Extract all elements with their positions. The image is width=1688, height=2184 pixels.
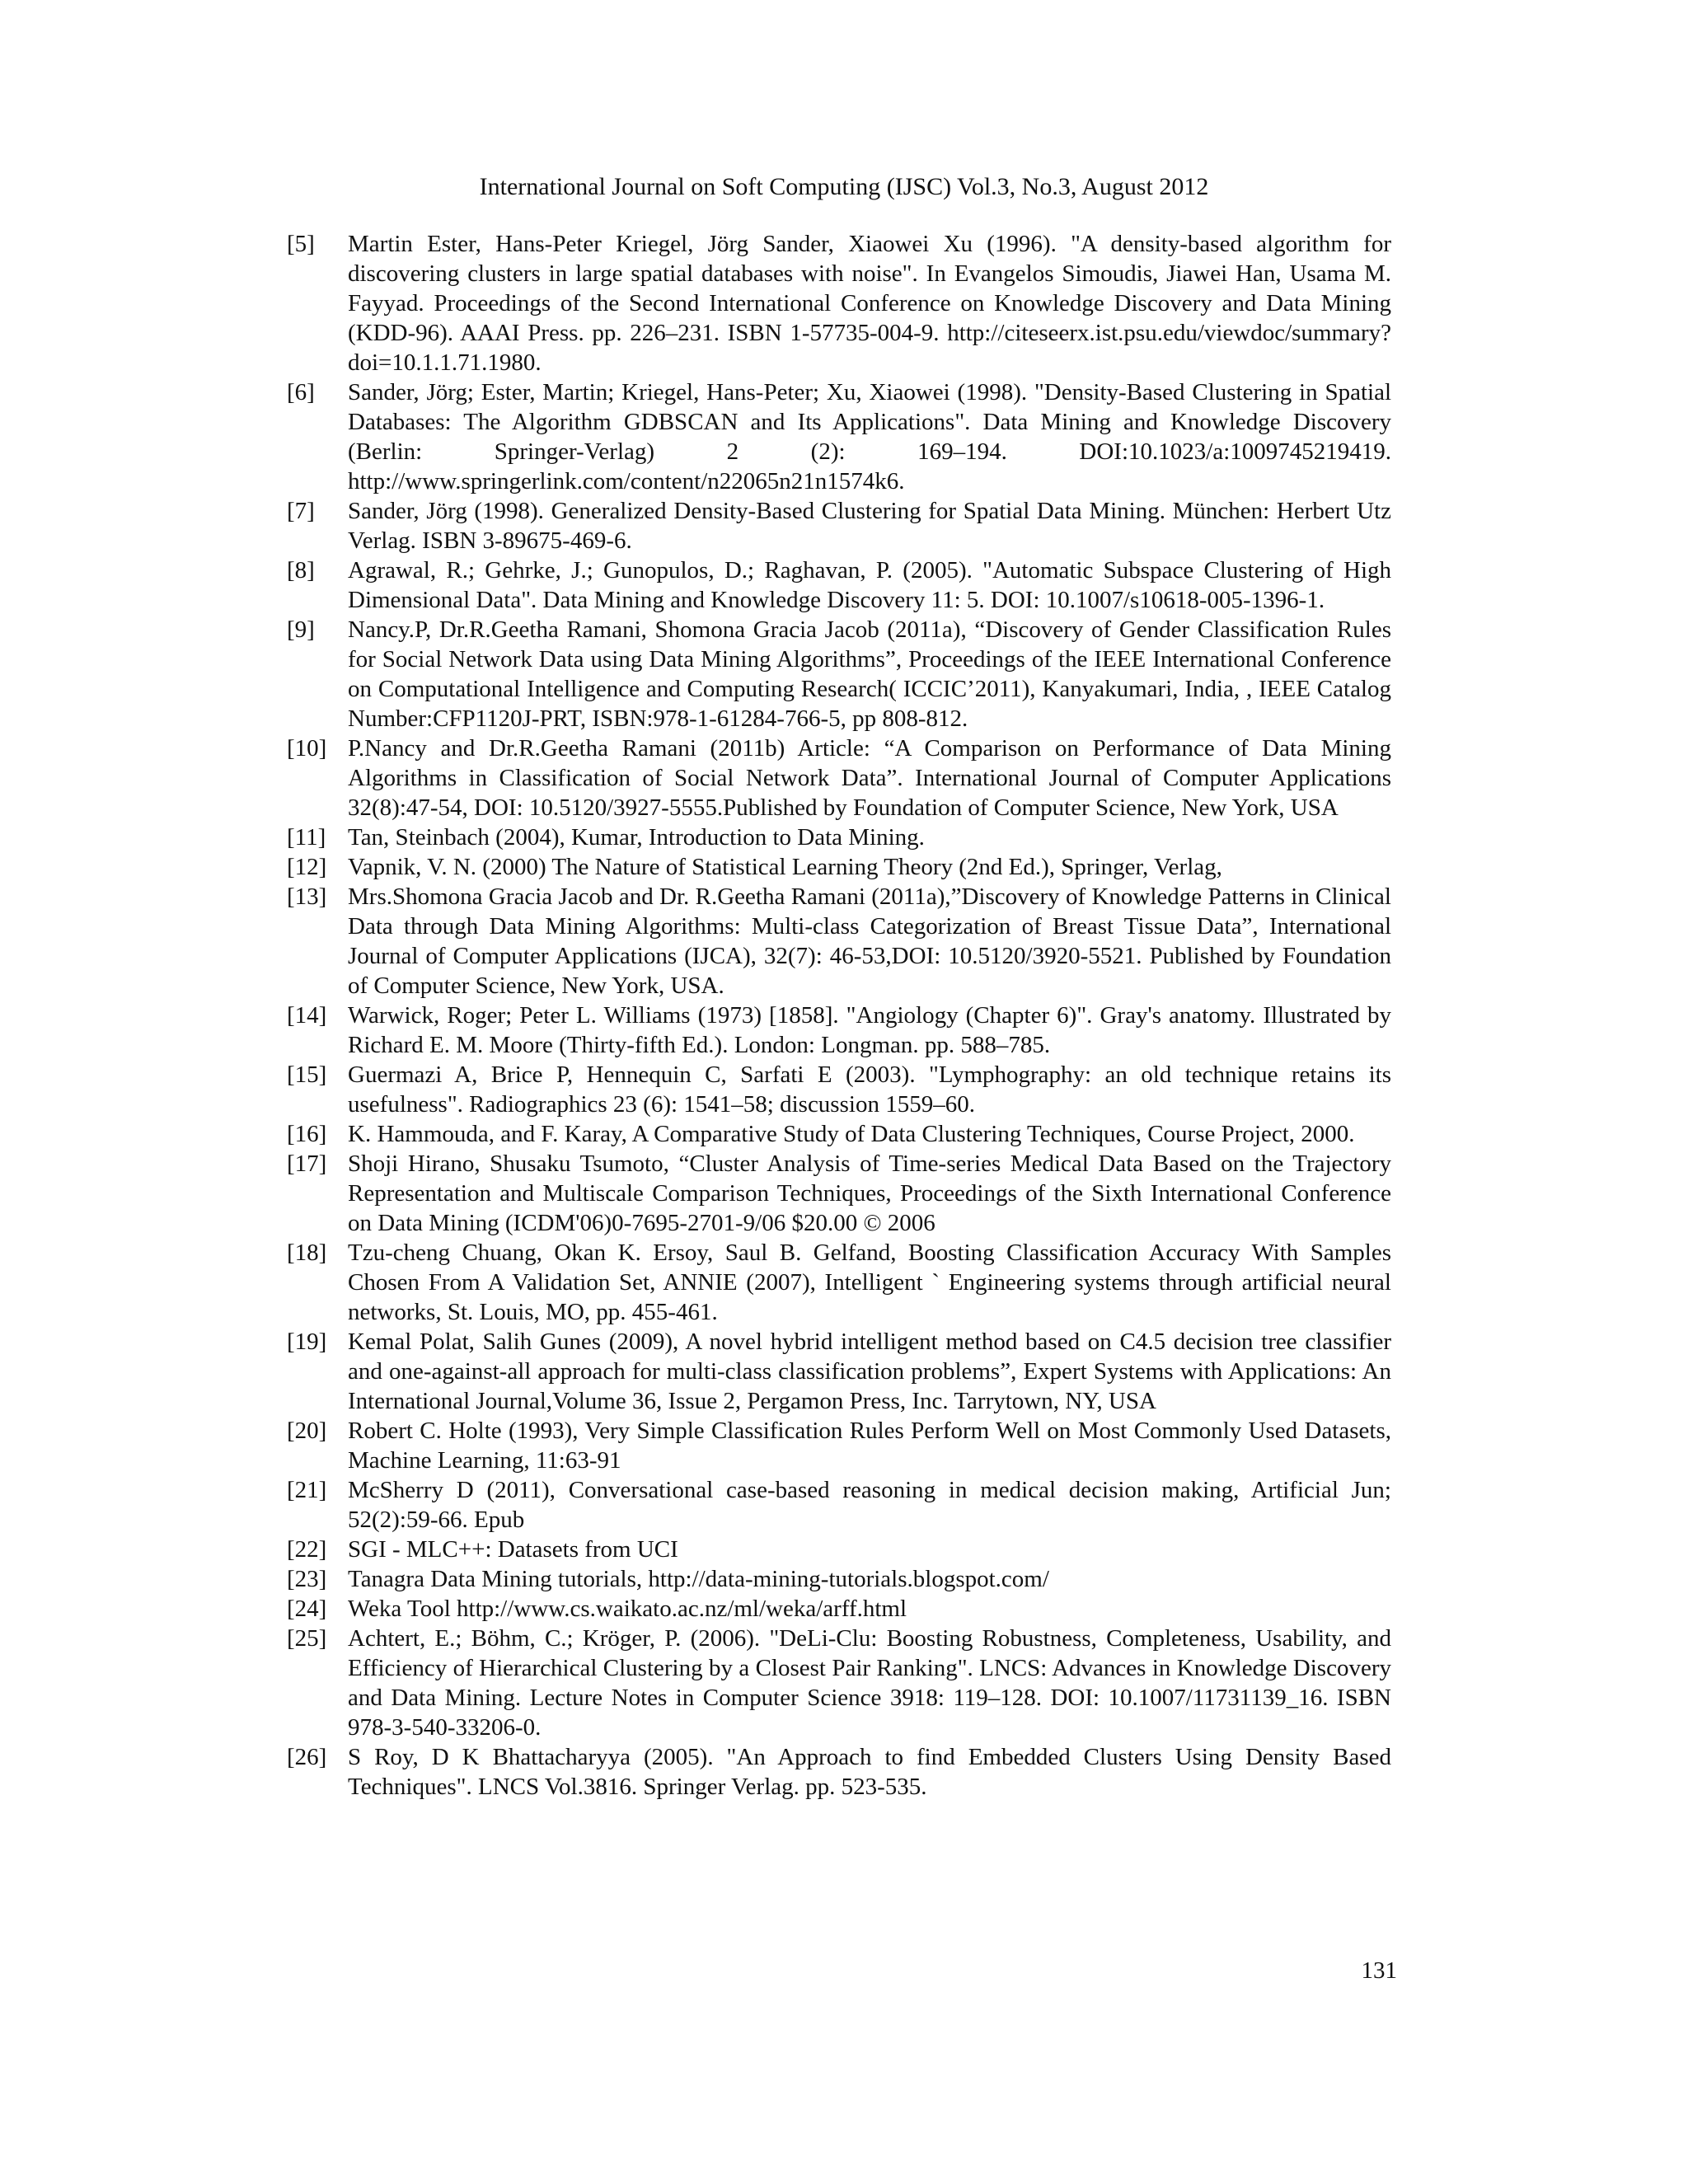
reference-item	[287, 733, 1391, 823]
reference-number: [7]	[287, 498, 315, 524]
reference-text: Achtert, E.; Böhm, C.; Kröger, P. (2006). "DeLi-Clu: Boosting Robustness, Completeness, Usability, and Efficiency of Hierarchical Clustering by a Closest Pair Ranking". LNCS: Advances in Knowledge Discovery and Data Mining. Lecture Notes in Computer Science 3918: 119–128. DOI: 10.1007/11731139_16. ISBN 978-3-540-33206-0.	[348, 1625, 1391, 1741]
reference-text: McSherry D (2011), Conversational case-based reasoning in medical decision making, Artificial Jun; 52(2):59-66. Epub	[348, 1477, 1391, 1533]
reference-text: Warwick, Roger; Peter L. Williams (1973) [1858]. "Angiology (Chapter 6)". Gray's anatomy. Illustrated by Richard E. M. Moore (Thirty-fifth Ed.). London: Longman. pp. 588–785.	[348, 1002, 1391, 1058]
reference-text: Nancy.P, Dr.R.Geetha Ramani, Shomona Gracia Jacob (2011a), “Discovery of Gender Classification Rules for Social Network Data using Data Mining Algorithms”, Proceedings of the IEEE International Conference on Computational Intelligence and Computing Research( ICCIC’2011), Kanyakumari, India, , IEEE Catalog Number:CFP1120J-PRT, ISBN:978-1-61284-766-5, pp 808-812.	[348, 616, 1391, 732]
reference-text: Kemal Polat, Salih Gunes (2009), A novel hybrid intelligent method based on C4.5 decision tree classifier and one-against-all approach for multi-class classification problems”, Expert Systems with Applications: An International Journal,Volume 36, Issue 2, Pergamon Press, Inc. Tarrytown, NY, USA	[348, 1329, 1391, 1414]
running-header: International Journal on Soft Computing (IJSC) Vol.3, No.3, August 2012	[479, 173, 1209, 200]
reference-number: [24]	[287, 1596, 327, 1622]
reference-text: Tan, Steinbach (2004), Kumar, Introduction to Data Mining.	[348, 824, 925, 851]
reference-number: [8]	[287, 557, 315, 583]
reference-number: [20]	[287, 1418, 327, 1444]
reference-item	[287, 229, 1391, 377]
reference-item	[287, 1535, 1391, 1564]
reference-item	[287, 882, 1391, 1001]
reference-text: K. Hammouda, and F. Karay, A Comparative Study of Data Clustering Techniques, Course Project, 2000.	[348, 1121, 1355, 1147]
reference-number: [17]	[287, 1151, 327, 1177]
reference-number: [22]	[287, 1536, 327, 1563]
reference-number: [19]	[287, 1329, 327, 1355]
reference-text: Shoji Hirano, Shusaku Tsumoto, “Cluster Analysis of Time-series Medical Data Based on the Trajectory Representation and Multiscale Comparison Techniques, Proceedings of the Sixth International Conference on Data Mining (ICDM'06)0-7695-2701-9/06 $20.00 © 2006	[348, 1151, 1391, 1236]
reference-item	[287, 377, 1391, 496]
reference-number: [9]	[287, 616, 315, 643]
reference-item	[287, 1475, 1391, 1535]
reference-number: [26]	[287, 1744, 327, 1770]
reference-number: [23]	[287, 1566, 327, 1592]
reference-text: Guermazi A, Brice P, Hennequin C, Sarfati E (2003). "Lymphography: an old technique retains its usefulness". Radiographics 23 (6): 1541–58; discussion 1559–60.	[348, 1062, 1391, 1118]
reference-item	[287, 496, 1391, 555]
reference-list	[287, 229, 1391, 1802]
reference-number: [12]	[287, 854, 327, 880]
reference-item	[287, 1119, 1391, 1149]
reference-text: Tzu-cheng Chuang, Okan K. Ersoy, Saul B. Gelfand, Boosting Classification Accuracy With Samples Chosen From A Validation Set, ANNIE (2007), Intelligent ` Engineering systems through artificial neural networks, St. Louis, MO, pp. 455-461.	[348, 1240, 1391, 1325]
reference-number: [10]	[287, 735, 327, 762]
reference-item	[287, 1060, 1391, 1119]
reference-item	[287, 1001, 1391, 1060]
reference-item	[287, 1564, 1391, 1594]
reference-text: Mrs.Shomona Gracia Jacob and Dr. R.Geetha Ramani (2011a),”Discovery of Knowledge Patterns in Clinical Data through Data Mining Algorithms: Multi-class Categorization of Breast Tissue Data”, International Journal of Computer Applications (IJCA), 32(7): 46-53,DOI: 10.5120/3920-5521. Published by Foundation of Computer Science, New York, USA.	[348, 883, 1391, 999]
reference-number: [18]	[287, 1240, 327, 1266]
reference-number: [14]	[287, 1002, 327, 1029]
reference-text: Sander, Jörg; Ester, Martin; Kriegel, Hans-Peter; Xu, Xiaowei (1998). "Density-Based Clustering in Spatial Databases: The Algorithm GDBSCAN and Its Applications". Data Mining and Knowledge Discovery (Berlin: Springer-Verlag) 2 (2): 169–194. DOI:10.1023/a:1009745219419. http://www.springerlink.com/content/n22065n21n1574k6.	[348, 379, 1391, 494]
reference-number: [5]	[287, 231, 315, 257]
reference-text: Vapnik, V. N. (2000) The Nature of Statistical Learning Theory (2nd Ed.), Springer, Verlag,	[348, 854, 1222, 880]
reference-item	[287, 1742, 1391, 1802]
reference-text: Agrawal, R.; Gehrke, J.; Gunopulos, D.; Raghavan, P. (2005). "Automatic Subspace Clustering of High Dimensional Data". Data Mining and Knowledge Discovery 11: 5. DOI: 10.1007/s10618-005-1396-1.	[348, 557, 1391, 613]
reference-number: [15]	[287, 1062, 327, 1088]
reference-item	[287, 823, 1391, 852]
reference-number: [6]	[287, 379, 315, 405]
page-number: 131	[1361, 1957, 1397, 1984]
reference-item	[287, 1238, 1391, 1327]
reference-text: Weka Tool http://www.cs.waikato.ac.nz/ml/weka/arff.html	[348, 1596, 907, 1622]
reference-number: [25]	[287, 1625, 327, 1652]
reference-item	[287, 1416, 1391, 1475]
reference-item	[287, 1327, 1391, 1416]
reference-text: S Roy, D K Bhattacharyya (2005). "An Approach to find Embedded Clusters Using Density Based Techniques". LNCS Vol.3816. Springer Verlag. pp. 523-535.	[348, 1744, 1391, 1800]
reference-number: [11]	[287, 824, 326, 851]
reference-number: [21]	[287, 1477, 327, 1503]
reference-text: Martin Ester, Hans-Peter Kriegel, Jörg Sander, Xiaowei Xu (1996). "A density-based algorithm for discovering clusters in large spatial databases with noise". In Evangelos Simoudis, Jiawei Han, Usama M. Fayyad. Proceedings of the Second International Conference on Knowledge Discovery and Data Mining (KDD-96). AAAI Press. pp. 226–231. ISBN 1-57735-004-9. http://citeseerx.ist.psu.edu/viewdoc/summary?doi=10.1.1.71.1980.	[348, 231, 1391, 376]
reference-item	[287, 1624, 1391, 1742]
reference-number: [13]	[287, 883, 327, 910]
reference-number: [16]	[287, 1121, 327, 1147]
reference-item	[287, 1594, 1391, 1624]
reference-text: SGI - MLC++: Datasets from UCI	[348, 1536, 678, 1563]
reference-item	[287, 615, 1391, 733]
reference-text: P.Nancy and Dr.R.Geetha Ramani (2011b) Article: “A Comparison on Performance of Data Mining Algorithms in Classification of Social Network Data”. International Journal of Computer Applications 32(8):47-54, DOI: 10.5120/3927-5555.Published by Foundation of Computer Science, New York, USA	[348, 735, 1391, 821]
reference-text: Sander, Jörg (1998). Generalized Density-Based Clustering for Spatial Data Mining. München: Herbert Utz Verlag. ISBN 3-89675-469-6.	[348, 498, 1391, 554]
reference-item	[287, 852, 1391, 882]
reference-text: Tanagra Data Mining tutorials, http://data-mining-tutorials.blogspot.com/	[348, 1566, 1049, 1592]
reference-text: Robert C. Holte (1993), Very Simple Classification Rules Perform Well on Most Commonly Used Datasets, Machine Learning, 11:63-91	[348, 1418, 1391, 1474]
reference-item	[287, 1149, 1391, 1238]
reference-item	[287, 555, 1391, 615]
